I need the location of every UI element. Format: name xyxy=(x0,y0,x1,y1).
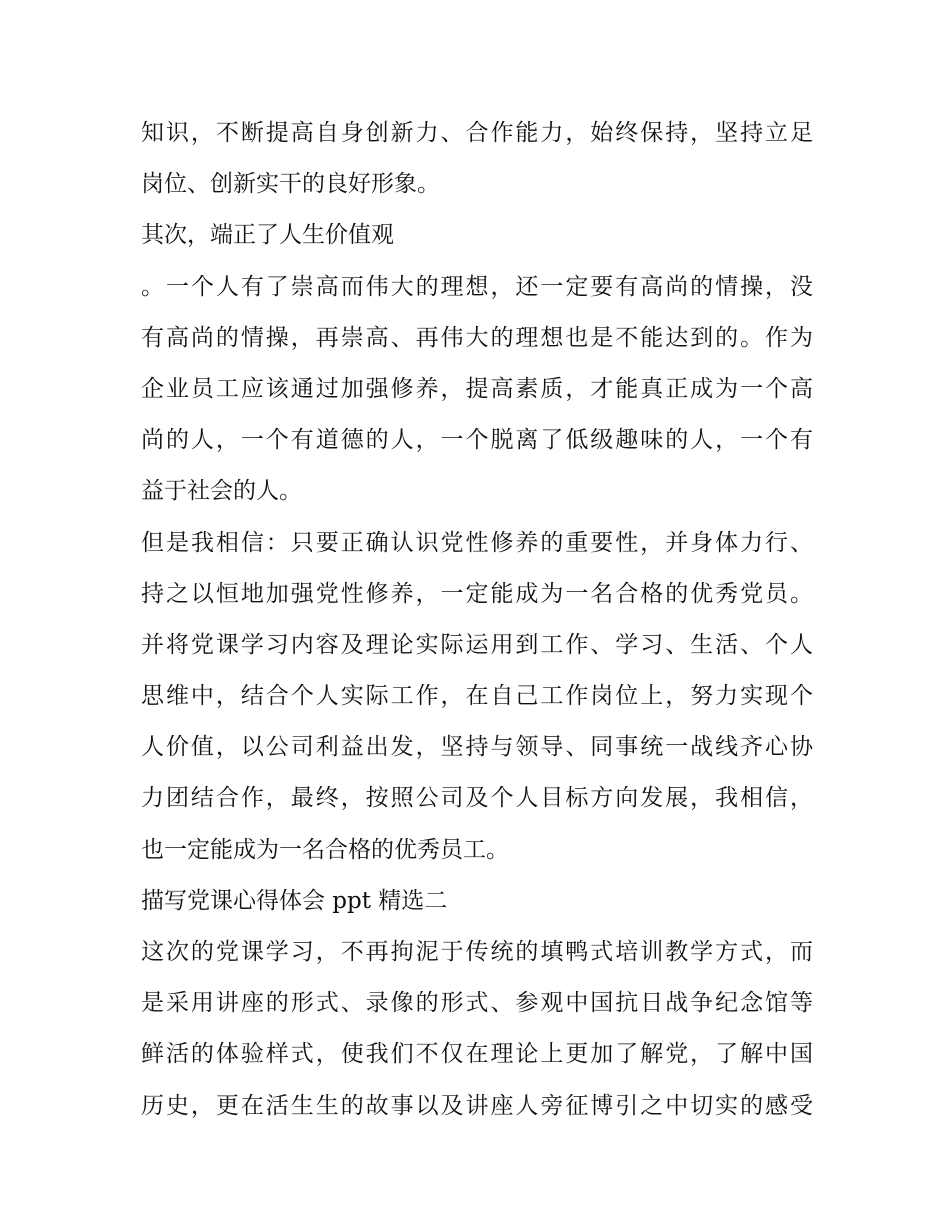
document-body xyxy=(141,108,813,1132)
paragraph-line: 并将党课学习内容及理论实际运用到工作、学习、生活、个人 xyxy=(141,631,813,658)
paragraph-line: 企业员工应该通过加强修养，提高素质，才能真正成为一个高 xyxy=(141,375,813,402)
section-heading: 描写党课心得体会 ppt 精选二 xyxy=(141,887,448,914)
paragraph-line: 有高尚的情操，再崇高、再伟大的理想也是不能达到的。作为 xyxy=(141,324,813,351)
paragraph-line: 鲜活的体验样式，使我们不仅在理论上更加了解党，了解中国 xyxy=(141,1041,813,1068)
paragraph-line: 是采用讲座的形式、录像的形式、参观中国抗日战争纪念馆等 xyxy=(141,990,813,1017)
paragraph-line: 也一定能成为一名合格的优秀员工。 xyxy=(141,836,509,863)
paragraph-line: 尚的人，一个有道德的人，一个脱离了低级趣味的人，一个有 xyxy=(141,427,813,454)
paragraph-line: 知识，不断提高自身创新力、合作能力，始终保持，坚持立足 xyxy=(141,120,813,146)
paragraph-line: 但是我相信：只要正确认识党性修养的重要性，并身体力行、 xyxy=(141,529,813,556)
paragraph-line: 力团结合作，最终，按照公司及个人目标方向发展，我相信， xyxy=(141,785,813,812)
paragraph-line: 益于社会的人。 xyxy=(141,478,302,505)
paragraph-line: 持之以恒地加强党性修养，一定能成为一名合格的优秀党员。 xyxy=(141,580,813,607)
paragraph-line: 岗位、创新实干的良好形象。 xyxy=(141,171,440,198)
paragraph-line: 这次的党课学习，不再拘泥于传统的填鸭式培训教学方式，而 xyxy=(141,939,813,965)
paragraph-line: 人价值，以公司利益出发，坚持与领导、同事统一战线齐心协 xyxy=(141,734,813,761)
section-heading: 其次，端正了人生价值观 xyxy=(141,222,394,249)
paragraph-line: 。一个人有了崇高而伟大的理想，还一定要有高尚的情操，没 xyxy=(141,273,813,300)
paragraph-line: 历史，更在活生生的故事以及讲座人旁征博引之中切实的感受 xyxy=(141,1092,813,1119)
paragraph-line: 思维中，结合个人实际工作，在自己工作岗位上，努力实现个 xyxy=(141,683,813,710)
